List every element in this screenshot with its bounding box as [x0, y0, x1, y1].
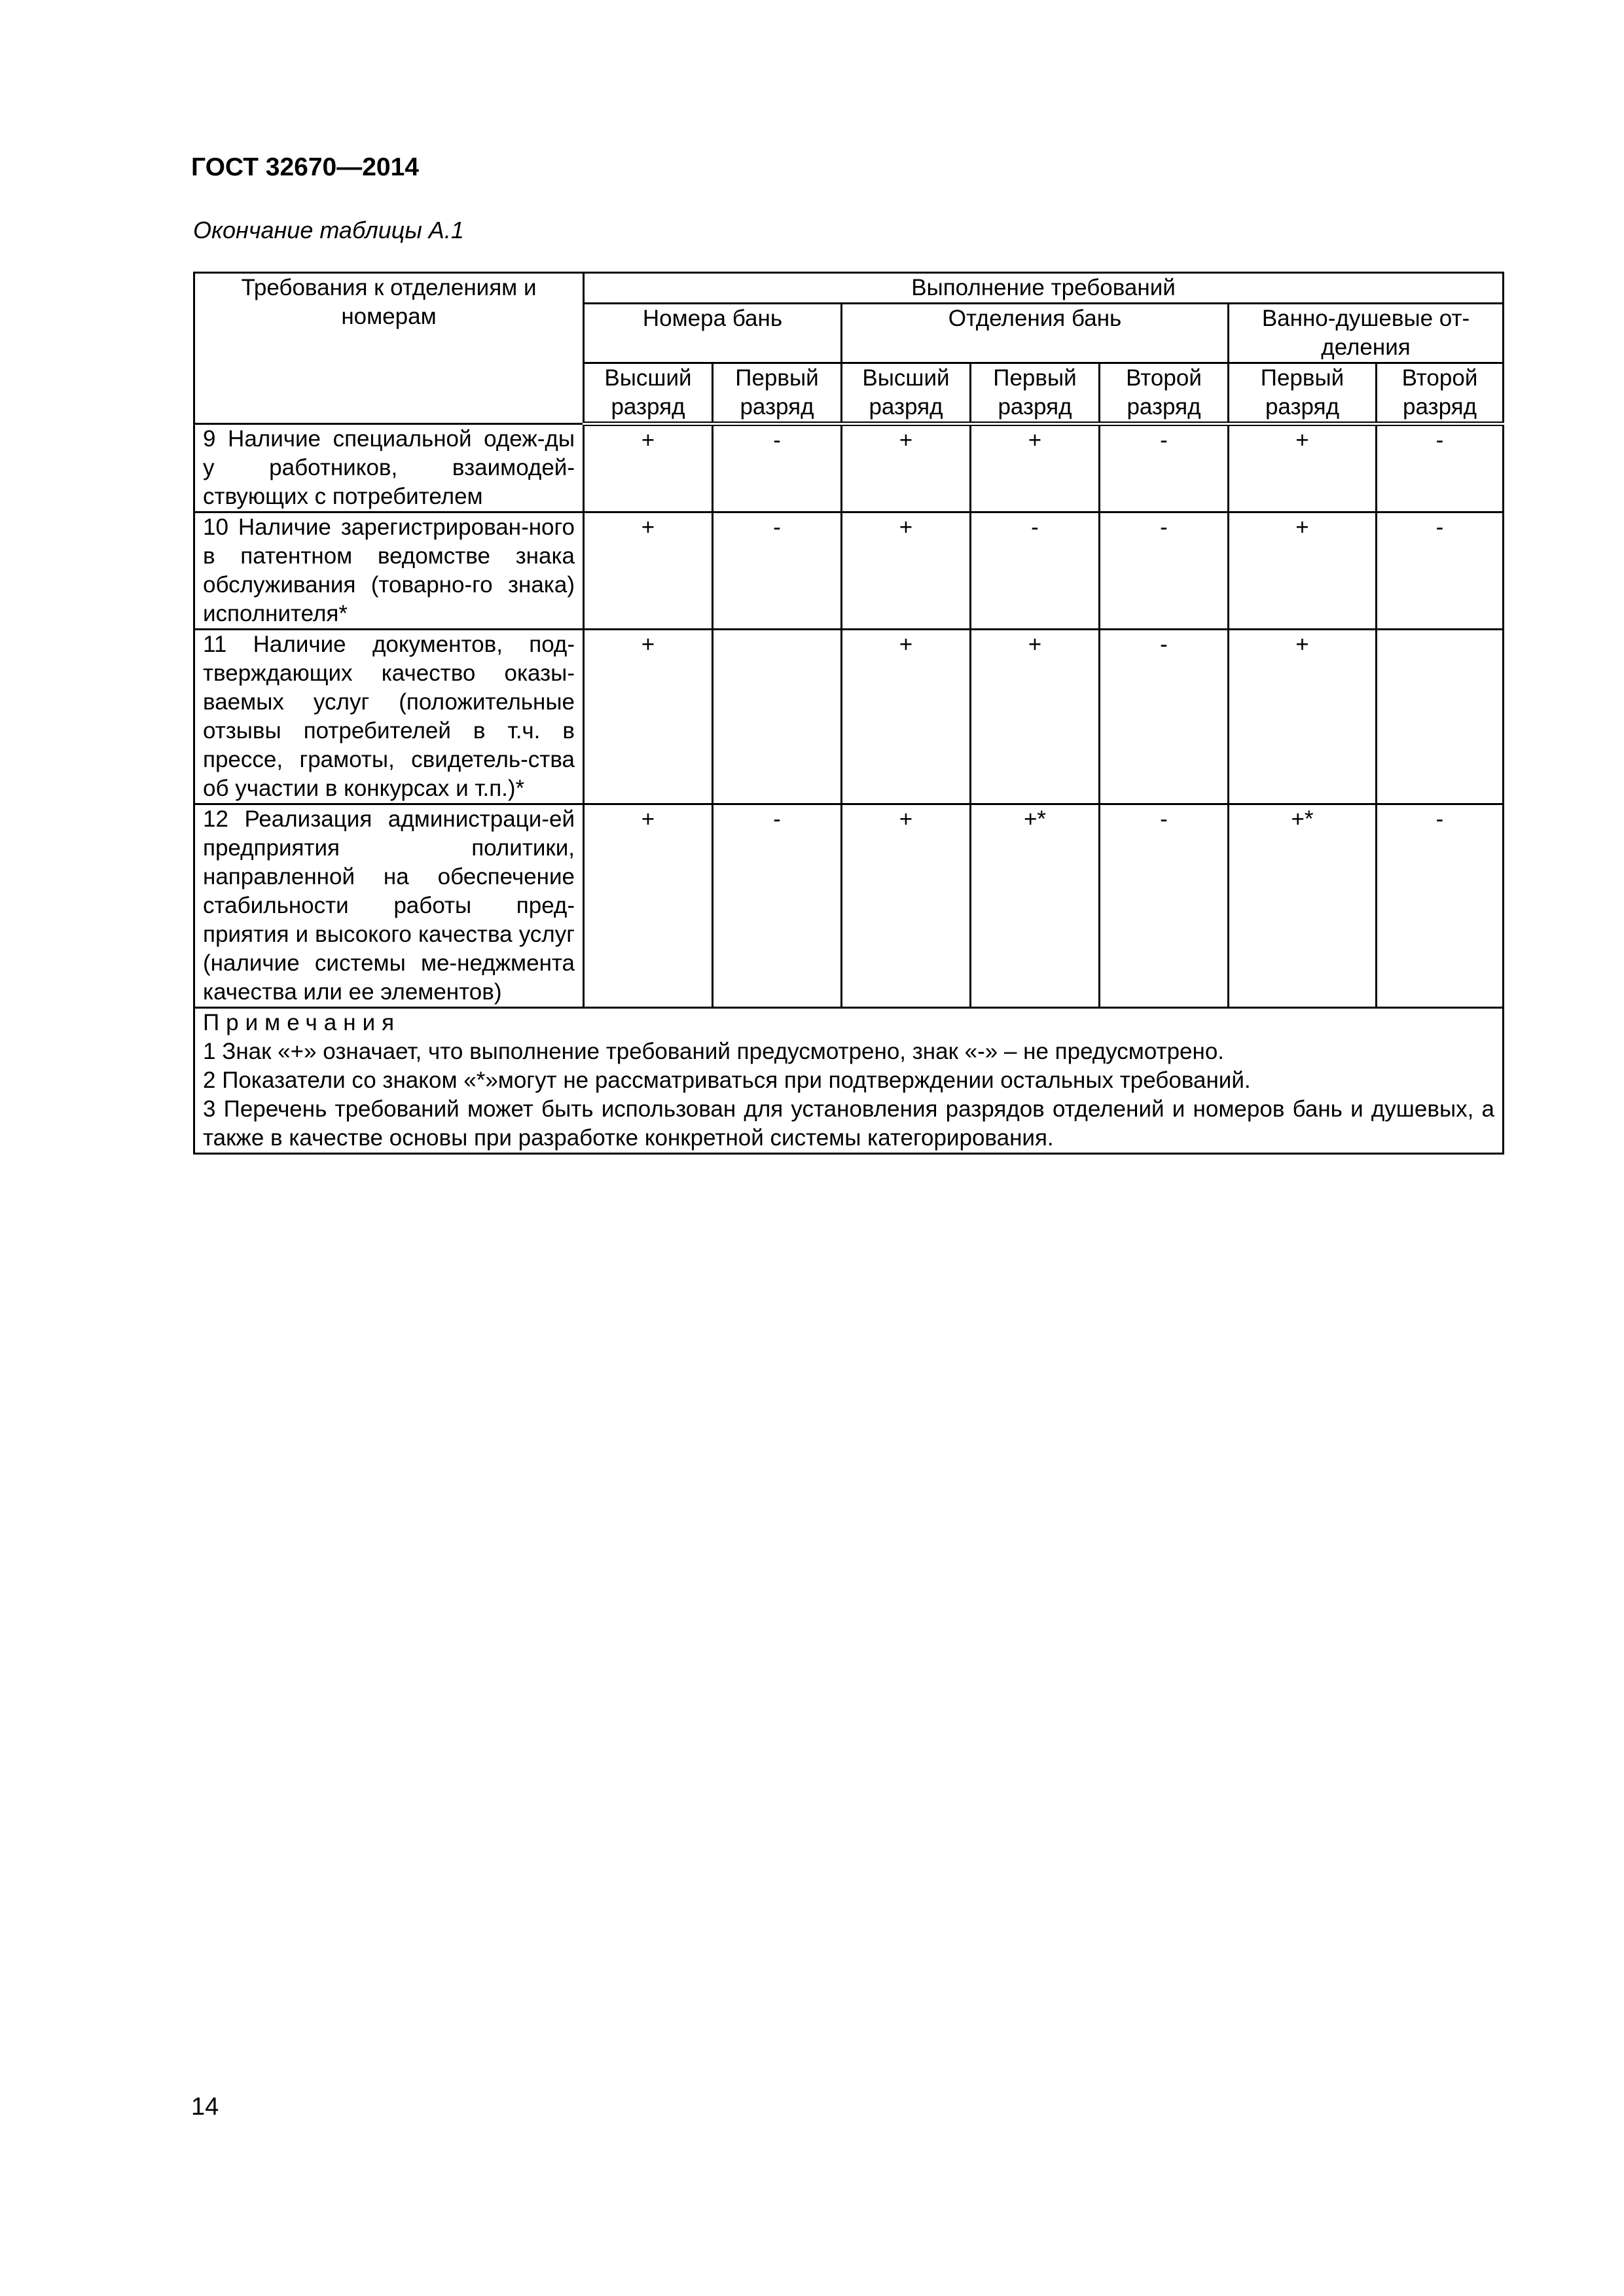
table-row — [194, 630, 1504, 804]
header-column: Высший разряд — [842, 363, 971, 424]
requirement-text: 12 Реализация администраци-ей предприятия политики, направленной на обеспечение стабильности работы пред-приятия и высокого качества услуг (наличие системы ме-неджмента качества или ее элементов) — [194, 804, 584, 1008]
mark-cell: + — [1229, 512, 1377, 630]
note-item: 3 Перечень требований может быть использован для установления разрядов отделений и номеров бань и душевых, а также в качестве основы при разработке конкретной системы категорирования. — [203, 1096, 1495, 1151]
mark-cell: - — [1377, 424, 1504, 512]
requirement-text: 11 Наличие документов, под-тверждающих качество оказы-ваемых услуг (положительные отзывы потребителей в т.ч. в прессе, грамоты, свидетель-ства об участии в конкурсах и т.п.)* — [194, 630, 584, 804]
header-group-bath-departments: Отделения бань — [842, 304, 1229, 363]
header-column: Первый разряд — [971, 363, 1100, 424]
header-fulfillment: Выполнение требований — [584, 273, 1504, 304]
table-caption: Окончание таблицы А.1 — [193, 217, 464, 243]
mark-cell: + — [971, 630, 1100, 804]
table-row — [194, 804, 1504, 1008]
notes-cell — [194, 1008, 1504, 1154]
header-column: Высший разряд — [584, 363, 713, 424]
header-column: Первый разряд — [1229, 363, 1377, 424]
mark-cell: - — [713, 804, 842, 1008]
header-group-shower-departments: Ванно-душевые от-деления — [1229, 304, 1504, 363]
requirement-text: 10 Наличие зарегистрирован-ного в патентном ведомстве знака обслуживания (товарно-го знака) исполнителя* — [194, 512, 584, 630]
page-number: 14 — [191, 2093, 219, 2121]
mark-cell: - — [1100, 512, 1229, 630]
mark-cell: + — [1229, 424, 1377, 512]
mark-cell: + — [842, 630, 971, 804]
notes-title: Примечания — [203, 1010, 401, 1035]
mark-cell: - — [1100, 804, 1229, 1008]
header-column: Второй разряд — [1377, 363, 1504, 424]
mark-cell: + — [584, 512, 713, 630]
notes-row — [194, 1008, 1504, 1154]
mark-cell — [713, 630, 842, 804]
mark-cell: +* — [971, 804, 1100, 1008]
header-column: Первый разряд — [713, 363, 842, 424]
mark-cell: - — [1100, 630, 1229, 804]
mark-cell: - — [713, 512, 842, 630]
mark-cell: + — [584, 424, 713, 512]
requirements-table — [193, 272, 1504, 1155]
note-item: 1 Знак «+» означает, что выполнение требований предусмотрено, знак «-» – не предусмотрено. — [203, 1039, 1225, 1064]
document-title: ГОСТ 32670—2014 — [191, 153, 419, 181]
mark-cell: + — [584, 630, 713, 804]
mark-cell: + — [842, 804, 971, 1008]
mark-cell: - — [971, 512, 1100, 630]
note-item: 2 Показатели со знаком «*»могут не рассматриваться при подтверждении остальных требований. — [203, 1067, 1251, 1093]
mark-cell: - — [1100, 424, 1229, 512]
mark-cell: +* — [1229, 804, 1377, 1008]
mark-cell: - — [713, 424, 842, 512]
mark-cell: - — [1377, 804, 1504, 1008]
mark-cell: + — [971, 424, 1100, 512]
header-requirements: Требования к отделениям и номерам — [194, 273, 584, 424]
mark-cell: + — [1229, 630, 1377, 804]
requirement-text: 9 Наличие специальной одеж-ды у работников, взаимодей-ствующих с потребителем — [194, 424, 584, 512]
header-column: Второй разряд — [1100, 363, 1229, 424]
header-group-bath-rooms: Номера бань — [584, 304, 842, 363]
mark-cell: - — [1377, 512, 1504, 630]
table-row — [194, 512, 1504, 630]
table-row — [194, 424, 1504, 512]
mark-cell: + — [842, 424, 971, 512]
mark-cell — [1377, 630, 1504, 804]
mark-cell: + — [584, 804, 713, 1008]
mark-cell: + — [842, 512, 971, 630]
